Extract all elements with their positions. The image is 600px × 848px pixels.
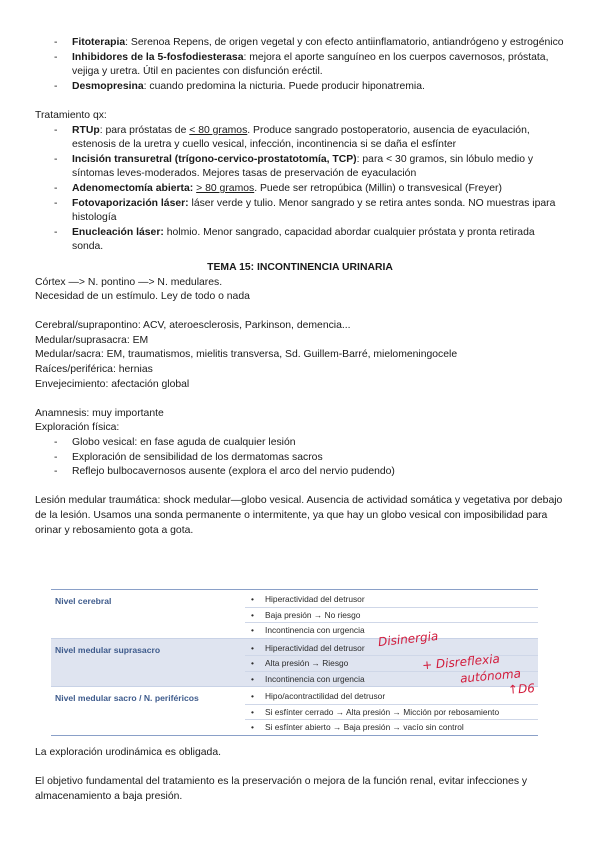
list-item: • Incontinencia con urgencia [245, 623, 538, 638]
list-item: - Globo vesical: en fase aguda de cualquier lesión [35, 436, 565, 451]
list-item: • Hiperactividad del detrusor [245, 641, 538, 657]
list-item: • Si esfínter cerrado → Alta presión → Micción por rebosamiento [245, 705, 538, 721]
level-line: Envejecimiento: afectación global [35, 378, 190, 390]
drug-list [35, 36, 565, 94]
list-item: • Si esfínter abierto → Baja presión → vacío sin control [245, 720, 538, 735]
level-line: Raíces/periférica: hernias [35, 364, 153, 376]
list-item: - Desmopresina: cuando predomina la nicturia. Puede producir hiponatremia. [35, 80, 565, 95]
list-item: • Incontinencia con urgencia [245, 672, 538, 687]
document-page [35, 36, 565, 538]
surgery-heading: Tratamiento qx: [35, 109, 107, 121]
exploracion-heading: Exploración física: [35, 422, 120, 434]
list-item: - Adenomectomía abierta: > 80 gramos. Puede ser retropúbica (Millin) o transvesical (Freyer) [35, 182, 565, 197]
lesion-paragraph: Lesión medular traumática: shock medular—globo vesical. Ausencia de actividad somática y vegetativa por debajo de la lesión. Usamos una sonda permanente o intermitente, ya que hay un globo vesical con imposibilidad para orinar y rebosamiento gota a gota. [35, 495, 563, 536]
handwritten-note-t6: ↑D6 [507, 681, 536, 697]
row-label: Nivel cerebral [55, 596, 112, 606]
intro-line: Necesidad de un estímulo. Ley de todo o nada [35, 291, 250, 303]
row-label: Nivel medular sacro / N. periféricos [55, 693, 199, 703]
intro-line: Córtex —> N. pontino —> N. medulares. [35, 276, 223, 288]
surgery-list [35, 124, 565, 255]
list-item: • Alta presión → Riesgo [245, 656, 538, 672]
level-line: Medular/sacra: EM, traumatismos, mielitis transversa, Sd. Guillem-Barré, mielomeningocele [35, 349, 458, 361]
section-title: TEMA 15: INCONTINENCIA URINARIA [207, 261, 393, 273]
list-item: - Inhibidores de la 5-fosfodiesterasa: mejora el aporte sanguíneo en los cuerpos cavernosos, próstata, vejiga y uretra. Útil en pacientes con disfunción eréctil. [35, 51, 565, 80]
list-item: - Fotovaporización láser: láser verde y tulio. Menor sangrado y se retira antes sonda. NO muestras ipara histología [35, 197, 565, 226]
objective-paragraph: El objetivo fundamental del tratamiento es la preservación o mejora de la función renal, evitar infecciones y almacenamiento a baja presión. [35, 776, 528, 802]
level-line: Medular/suprasacra: EM [35, 334, 149, 346]
list-item: - Incisión transuretral (trígono-cervico-prostatotomía, TCP): para < 30 gramos, sin lóbulo medio y síntomas leves-moderados. Mejores tasas de preservación de eyaculación [35, 153, 565, 182]
list-item: • Hipo/acontractilidad del detrusor [245, 689, 538, 705]
level-line: Cerebral/suprapontino: ACV, ateroesclerosis, Parkinson, demencia... [35, 320, 351, 332]
urodinamica-line: La exploración urodinámica es obligada. [35, 747, 221, 758]
exploracion-list [35, 436, 565, 480]
list-item: • Hiperactividad del detrusor [245, 592, 538, 608]
anamnesis-line: Anamnesis: muy importante [35, 407, 164, 419]
list-item: - RTUp: para próstatas de < 80 gramos. Produce sangrado postoperatorio, ausencia de eyaculación, estenosis de la uretra y cuello vesical, infección, incontinencia si se daña el esfínter [35, 124, 565, 153]
list-item: - Fitoterapia: Serenoa Repens, de origen vegetal y con efecto antiinflamatorio, antiandrógeno y estrogénico [35, 36, 565, 51]
handwritten-note-autonoma: autónoma [459, 666, 522, 686]
list-item: • Baja presión → No riesgo [245, 608, 538, 624]
list-item: - Reflejo bulbocavernosos ausente (explora el arco del nervio pudendo) [35, 465, 565, 480]
list-item: - Enucleación láser: holmio. Menor sangrado, capacidad abordar cualquier próstata y pronta retirada sonda. [35, 226, 565, 255]
table-row [51, 686, 538, 735]
table-row [51, 590, 538, 638]
handwritten-note-disinergia: Disinergia [377, 628, 439, 650]
list-item: - Exploración de sensibilidad de los dermatomas sacros [35, 451, 565, 466]
row-label: Nivel medular suprasacro [55, 644, 161, 655]
handwritten-note-disreflexia: + Disreflexia [421, 651, 501, 673]
